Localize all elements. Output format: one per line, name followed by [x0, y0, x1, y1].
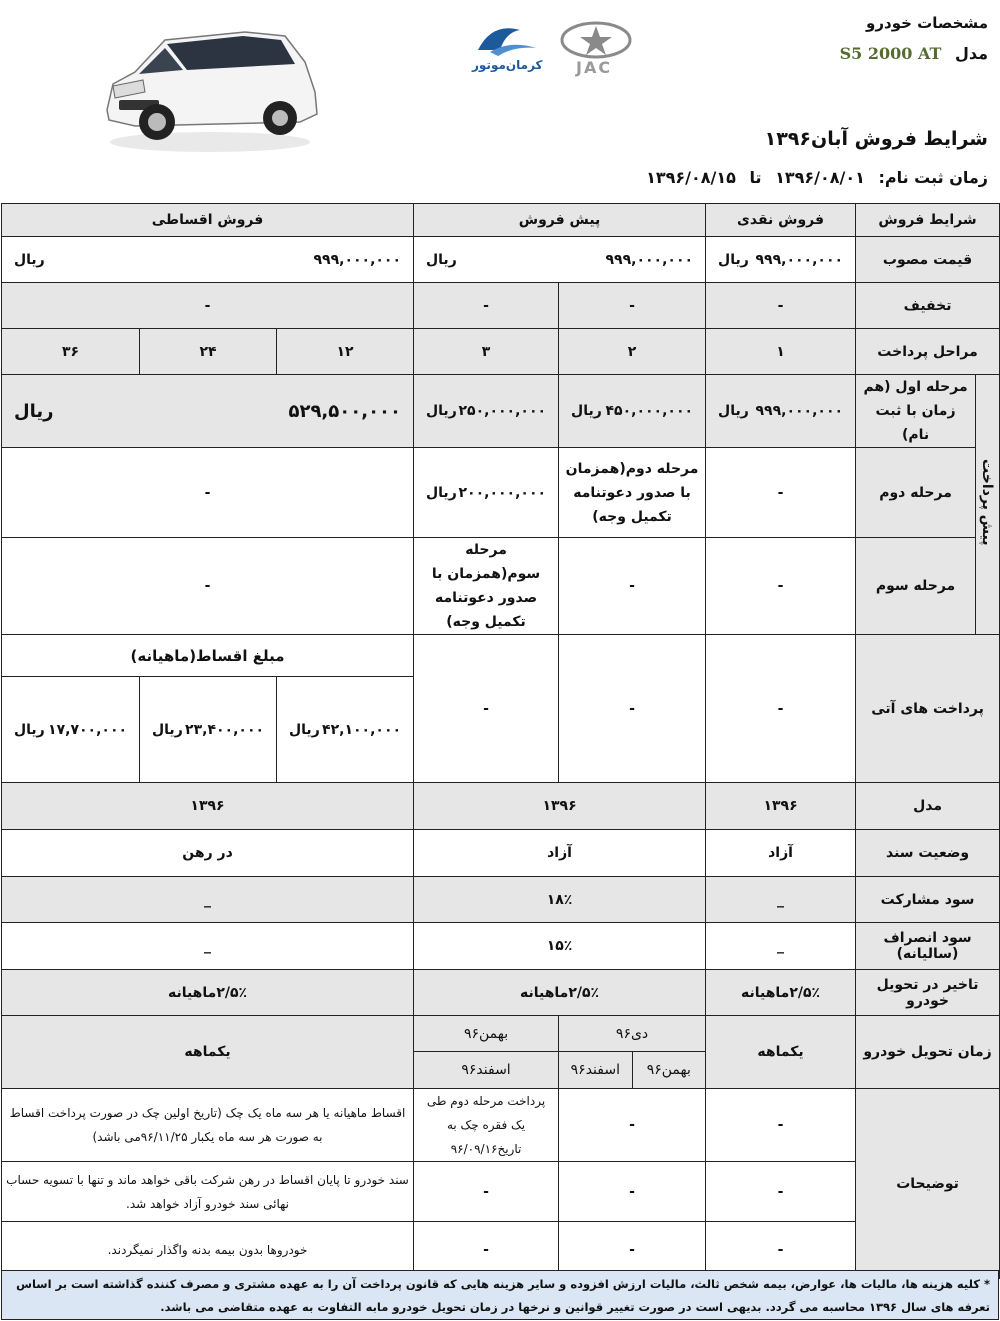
installment-stage1: ۵۲۹,۵۰۰,۰۰۰ ریال	[2, 375, 414, 448]
presale2-note2: -	[414, 1162, 559, 1222]
row-cancellation-profit	[2, 923, 1000, 970]
row-notes-1	[2, 1089, 1000, 1162]
presale2-stage2: ۲۰۰,۰۰۰,۰۰۰ ریال	[414, 448, 559, 538]
cash-delivery-time: یکماهه	[706, 1016, 856, 1089]
presale1-stage2: مرحله دوم(همزمان با صدور دعوتنامه تکمیل وجه)	[559, 448, 706, 538]
cash-model: ۱۳۹۶	[706, 783, 856, 830]
presale-approved-price: ۹۹۹,۰۰۰,۰۰۰ ریال	[414, 237, 706, 283]
col-header-cash: فروش نقدی	[706, 204, 856, 237]
jac-star-emblem-icon	[558, 20, 634, 60]
row-document-status	[2, 830, 1000, 877]
cash-note2: -	[706, 1162, 856, 1222]
installment-note3: خودروها بدون بیمه بدنه واگذار نمیگردند.	[2, 1222, 414, 1279]
cash-participation-profit: _	[706, 877, 856, 923]
kerman-motor-logo	[470, 20, 550, 80]
label-stage2: مرحله دوم	[856, 448, 976, 538]
presale1-delivery-time-b	[559, 1052, 706, 1089]
sale-conditions-title: شرایط فروش آبان۱۳۹۶	[764, 128, 988, 150]
label-stage3: مرحله سوم	[856, 538, 976, 635]
presale2-stage-count: ۳	[414, 329, 559, 375]
cash-approved-price: ۹۹۹,۰۰۰,۰۰۰ ریال	[706, 237, 856, 283]
row-discount	[2, 283, 1000, 329]
cash-cancellation-profit: _	[706, 923, 856, 970]
row-stage3	[2, 538, 1000, 635]
presale1-note2: -	[559, 1162, 706, 1222]
kerman-motor-emblem-icon	[470, 20, 540, 58]
row-delivery-delay	[2, 970, 1000, 1016]
installment-24-monthly: ۲۳,۴۰۰,۰۰۰ ریال	[140, 677, 277, 783]
presale1-note1: -	[559, 1089, 706, 1162]
presale-document-status: آزاد	[414, 830, 706, 877]
row-model	[2, 783, 1000, 830]
presale1-delivery-bahman: بهمن۹۶	[646, 1062, 691, 1078]
kerman-motor-wordmark: کرمان‌موتور	[472, 58, 543, 72]
presale-delivery-delay: ۲/۵٪ماهیانه	[414, 970, 706, 1016]
label-delivery-time: زمان تحویل خودرو	[856, 1016, 1000, 1089]
installment-delivery-time: یکماهه	[2, 1016, 414, 1089]
brand-logos	[470, 20, 640, 80]
label-delivery-delay: تاخیر در تحویل خودرو	[856, 970, 1000, 1016]
document-header	[0, 0, 1000, 200]
presale1-future-payments: -	[559, 635, 706, 783]
installment-note2: سند خودرو تا پایان اقساط در رهن شرکت باقی خواهد ماند و تنها با تسویه حساب نهائی سند خودرو آزاد خواهد شد.	[2, 1162, 414, 1222]
row-future-payments-title	[2, 635, 1000, 677]
row-stage1	[2, 375, 1000, 448]
presale2-note1: پرداخت مرحله دوم طی یک فقره چک به تاریخ۹۶/۰۹/۱۶	[414, 1089, 559, 1162]
cash-document-status: آزاد	[706, 830, 856, 877]
reg-to: ۱۳۹۶/۰۸/۱۵	[646, 168, 736, 187]
presale1-stage1: ۴۵۰,۰۰۰,۰۰۰ ریال	[559, 375, 706, 448]
sale-conditions-table	[1, 203, 1000, 1279]
presale-participation-profit: ۱۸٪	[414, 877, 706, 923]
installment-approved-price: ۹۹۹,۰۰۰,۰۰۰ ریال	[2, 237, 414, 283]
installment-document-status: در رهن	[2, 830, 414, 877]
presale1-stage-count: ۲	[559, 329, 706, 375]
presale2-future-payments: -	[414, 635, 559, 783]
label-stage1: مرحله اول (هم زمان با ثبت نام)	[856, 375, 976, 448]
installment-delivery-delay: ۲/۵٪ماهیانه	[2, 970, 414, 1016]
col-header-conditions: شرایط فروش	[856, 204, 1000, 237]
col-header-installment: فروش اقساطی	[2, 204, 414, 237]
table-header-row	[2, 204, 1000, 237]
label-payment-stages: مراحل پرداخت	[856, 329, 1000, 375]
presale2-stage3: مرحله سوم(همزمان با صدور دعوتنامه تکمیل وجه)	[414, 538, 559, 635]
jac-logo	[558, 20, 638, 80]
cash-delivery-delay: ۲/۵٪ماهیانه	[706, 970, 856, 1016]
row-stage2	[2, 448, 1000, 538]
row-delivery-time-a	[2, 1016, 1000, 1052]
presale1-stage3: -	[559, 538, 706, 635]
col-header-presale: پیش فروش	[414, 204, 706, 237]
cash-note1: -	[706, 1089, 856, 1162]
installment-participation-profit: _	[2, 877, 414, 923]
jac-wordmark: JAC	[576, 58, 613, 77]
installment-36: ۳۶	[2, 329, 140, 375]
model-line	[840, 44, 988, 63]
registration-period	[638, 168, 988, 187]
reg-label: زمان ثبت نام:	[878, 168, 988, 187]
monthly-installment-title: مبلغ اقساط(ماهیانه)	[2, 635, 414, 677]
model-value: S5 2000 AT	[839, 44, 942, 63]
installment-12: ۱۲	[277, 329, 414, 375]
cash-stage3: -	[706, 538, 856, 635]
presale1-delivery-esfand: اسفند۹۶	[559, 1052, 633, 1088]
model-label: مدل	[954, 44, 988, 63]
row-notes-2	[2, 1162, 1000, 1222]
label-document-status: وضعیت سند	[856, 830, 1000, 877]
presale2-discount: -	[414, 283, 559, 329]
label-cancellation-profit: سود انصراف (سالیانه)	[856, 923, 1000, 970]
label-model: مدل	[856, 783, 1000, 830]
reg-from: ۱۳۹۶/۰۸/۰۱	[775, 168, 865, 187]
presale2-note3: -	[414, 1222, 559, 1279]
cash-stage1: ۹۹۹,۰۰۰,۰۰۰ ریال	[706, 375, 856, 448]
installment-24: ۲۴	[140, 329, 277, 375]
prepayment-label: پیش پرداخت	[976, 375, 1000, 635]
presale2-delivery-time-b: اسفند۹۶	[414, 1052, 559, 1089]
row-approved-price	[2, 237, 1000, 283]
installment-stage2: -	[2, 448, 414, 538]
cash-stage-count: ۱	[706, 329, 856, 375]
installment-12-monthly: ۴۲,۱۰۰,۰۰۰ ریال	[277, 677, 414, 783]
cash-note3: -	[706, 1222, 856, 1279]
label-notes: توضیحات	[856, 1089, 1000, 1279]
installment-discount: -	[2, 283, 414, 329]
cash-discount: -	[706, 283, 856, 329]
installment-36-monthly: ۱۷,۷۰۰,۰۰۰ ریال	[2, 677, 140, 783]
presale-cancellation-profit: ۱۵٪	[414, 923, 706, 970]
footer-disclaimer: * کلیه هزینه ها، مالیات ها، عوارض، بیمه شخص ثالث، مالیات ارزش افزوده و سایر هزینه هایی که قانون پرداخت آن را به عهده مشتری و مصرف کننده گذاشته است بر اساس تعرفه های سال ۱۳۹۶ محاسبه می گردد. بدیهی است در صورت تغییر قوانین و نرخها در زمان تحویل خودرو مابه التفاوت به عهده متقاضی می باشد.	[1, 1270, 999, 1320]
installment-stage3: -	[2, 538, 414, 635]
row-participation-profit	[2, 877, 1000, 923]
presale1-delivery-time-a: دی۹۶	[559, 1016, 706, 1052]
presale1-note3: -	[559, 1222, 706, 1279]
cash-future-payments: -	[706, 635, 856, 783]
car-image	[95, 22, 325, 157]
label-discount: تخفیف	[856, 283, 1000, 329]
label-future-payments: پرداخت های آتی	[856, 635, 1000, 783]
row-payment-stages	[2, 329, 1000, 375]
label-approved-price: قیمت مصوب	[856, 237, 1000, 283]
presale-model: ۱۳۹۶	[414, 783, 706, 830]
installment-note1: اقساط ماهیانه یا هر سه ماه یک چک (تاریخ اولین چک در صورت پرداخت اقساط به صورت هر سه ماه یکبار ۹۶/۱۱/۲۵می باشد)	[2, 1089, 414, 1162]
reg-to-word: تا	[749, 168, 762, 187]
cash-stage2: -	[706, 448, 856, 538]
label-participation-profit: سود مشارکت	[856, 877, 1000, 923]
installment-model: ۱۳۹۶	[2, 783, 414, 830]
installment-cancellation-profit: _	[2, 923, 414, 970]
presale1-discount: -	[559, 283, 706, 329]
presale2-stage1: ۲۵۰,۰۰۰,۰۰۰ ریال	[414, 375, 559, 448]
spec-title: مشخصات خودرو	[866, 14, 988, 32]
presale2-delivery-time-a: بهمن۹۶	[414, 1016, 559, 1052]
